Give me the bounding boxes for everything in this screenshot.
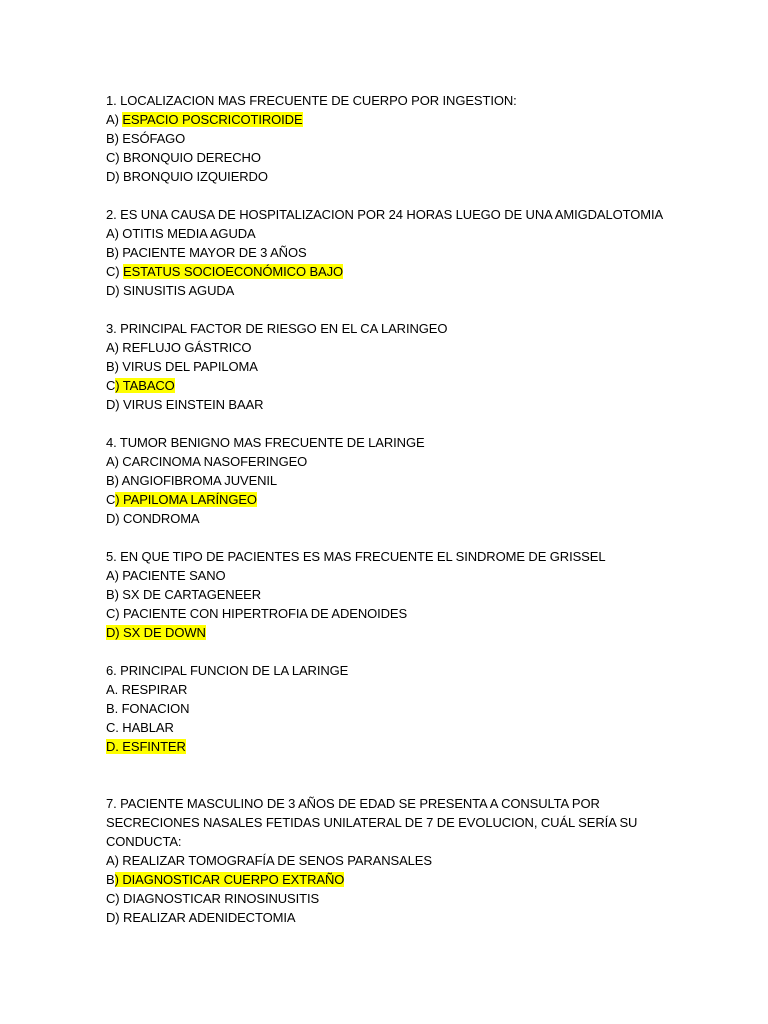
- spacer: [106, 642, 746, 661]
- spacer: [106, 300, 746, 319]
- option-prefix: C: [106, 378, 116, 393]
- question-5-option-b: B) SX DE CARTAGENEER: [106, 587, 261, 602]
- question-5-option-c: C) PACIENTE CON HIPERTROFIA DE ADENOIDES: [106, 606, 408, 621]
- question-3-stem: 3. PRINCIPAL FACTOR DE RIESGO EN EL CA LARINGEO: [106, 321, 448, 336]
- question-7-stem-line-3: CONDUCTA:: [106, 834, 182, 849]
- highlighted-answer: D. ESFINTER: [106, 739, 186, 754]
- question-3-option-c: [106, 376, 746, 395]
- question-6: [106, 661, 746, 756]
- question-1-option-b: B) ESÓFAGO: [106, 131, 186, 146]
- highlighted-answer: ) TABACO: [115, 378, 175, 393]
- question-7-option-a: A) REALIZAR TOMOGRAFÍA DE SENOS PARANSALES: [106, 853, 432, 868]
- question-4: [106, 433, 746, 528]
- question-1: [106, 91, 746, 186]
- question-4-option-d: D) CONDROMA: [106, 511, 200, 526]
- highlighted-answer: ESPACIO POSCRICOTIROIDE: [122, 112, 303, 127]
- question-7-option-c: C) DIAGNOSTICAR RINOSINUSITIS: [106, 891, 320, 906]
- option-prefix: B: [106, 872, 115, 887]
- highlighted-answer: ESTATUS SOCIOECONÓMICO BAJO: [123, 264, 344, 279]
- question-4-stem: 4. TUMOR BENIGNO MAS FRECUENTE DE LARINGE: [106, 435, 425, 450]
- question-4-option-b: B) ANGIOFIBROMA JUVENIL: [106, 473, 278, 488]
- question-1-option-c: C) BRONQUIO DERECHO: [106, 150, 261, 165]
- question-2-option-c: [106, 262, 746, 281]
- highlighted-answer: ) PAPILOMA LARÍNGEO: [115, 492, 257, 507]
- question-3: [106, 319, 746, 414]
- option-prefix: C: [106, 492, 116, 507]
- question-6-option-d: [106, 737, 746, 756]
- spacer: [106, 756, 746, 794]
- question-2-option-b: B) PACIENTE MAYOR DE 3 AÑOS: [106, 245, 307, 260]
- document-page: [106, 91, 746, 927]
- question-7-stem-line-2: SECRECIONES NASALES FETIDAS UNILATERAL DE 7 DE EVOLUCION, CUÁL SERÍA SU: [106, 815, 638, 830]
- question-4-option-a: A) CARCINOMA NASOFERINGEO: [106, 454, 308, 469]
- question-5-option-d: [106, 623, 746, 642]
- option-prefix: A): [106, 112, 123, 127]
- spacer: [106, 186, 746, 205]
- question-4-option-c: [106, 490, 746, 509]
- question-1-option-d: D) BRONQUIO IZQUIERDO: [106, 169, 268, 184]
- question-7-option-b: [106, 870, 746, 889]
- highlighted-answer: D) SX DE DOWN: [106, 625, 206, 640]
- question-5-stem: 5. EN QUE TIPO DE PACIENTES ES MAS FRECUENTE EL SINDROME DE GRISSEL: [106, 549, 606, 564]
- spacer: [106, 414, 746, 433]
- option-prefix: C): [106, 264, 124, 279]
- question-5: [106, 547, 746, 642]
- question-3-option-d: D) VIRUS EINSTEIN BAAR: [106, 397, 264, 412]
- question-6-stem: 6. PRINCIPAL FUNCION DE LA LARINGE: [106, 663, 349, 678]
- question-3-option-a: A) REFLUJO GÁSTRICO: [106, 340, 252, 355]
- spacer: [106, 528, 746, 547]
- question-2-stem: 2. ES UNA CAUSA DE HOSPITALIZACION POR 24 HORAS LUEGO DE UNA AMIGDALOTOMIA: [106, 207, 664, 222]
- question-1-option-a: [106, 110, 746, 129]
- question-7-stem-line-1: 7. PACIENTE MASCULINO DE 3 AÑOS DE EDAD SE PRESENTA A CONSULTA POR: [106, 796, 600, 811]
- question-3-option-b: B) VIRUS DEL PAPILOMA: [106, 359, 258, 374]
- highlighted-answer: ) DIAGNOSTICAR CUERPO EXTRAÑO: [114, 872, 345, 887]
- question-1-stem: 1. LOCALIZACION MAS FRECUENTE DE CUERPO POR INGESTION:: [106, 93, 517, 108]
- question-6-option-a: A. RESPIRAR: [106, 682, 188, 697]
- question-2-option-a: A) OTITIS MEDIA AGUDA: [106, 226, 256, 241]
- question-7: [106, 794, 746, 927]
- question-2-option-d: D) SINUSITIS AGUDA: [106, 283, 235, 298]
- question-7-option-d: D) REALIZAR ADENIDECTOMIA: [106, 910, 296, 925]
- question-5-option-a: A) PACIENTE SANO: [106, 568, 226, 583]
- question-2: [106, 205, 746, 300]
- question-6-option-c: C. HABLAR: [106, 720, 174, 735]
- question-6-option-b: B. FONACION: [106, 701, 190, 716]
